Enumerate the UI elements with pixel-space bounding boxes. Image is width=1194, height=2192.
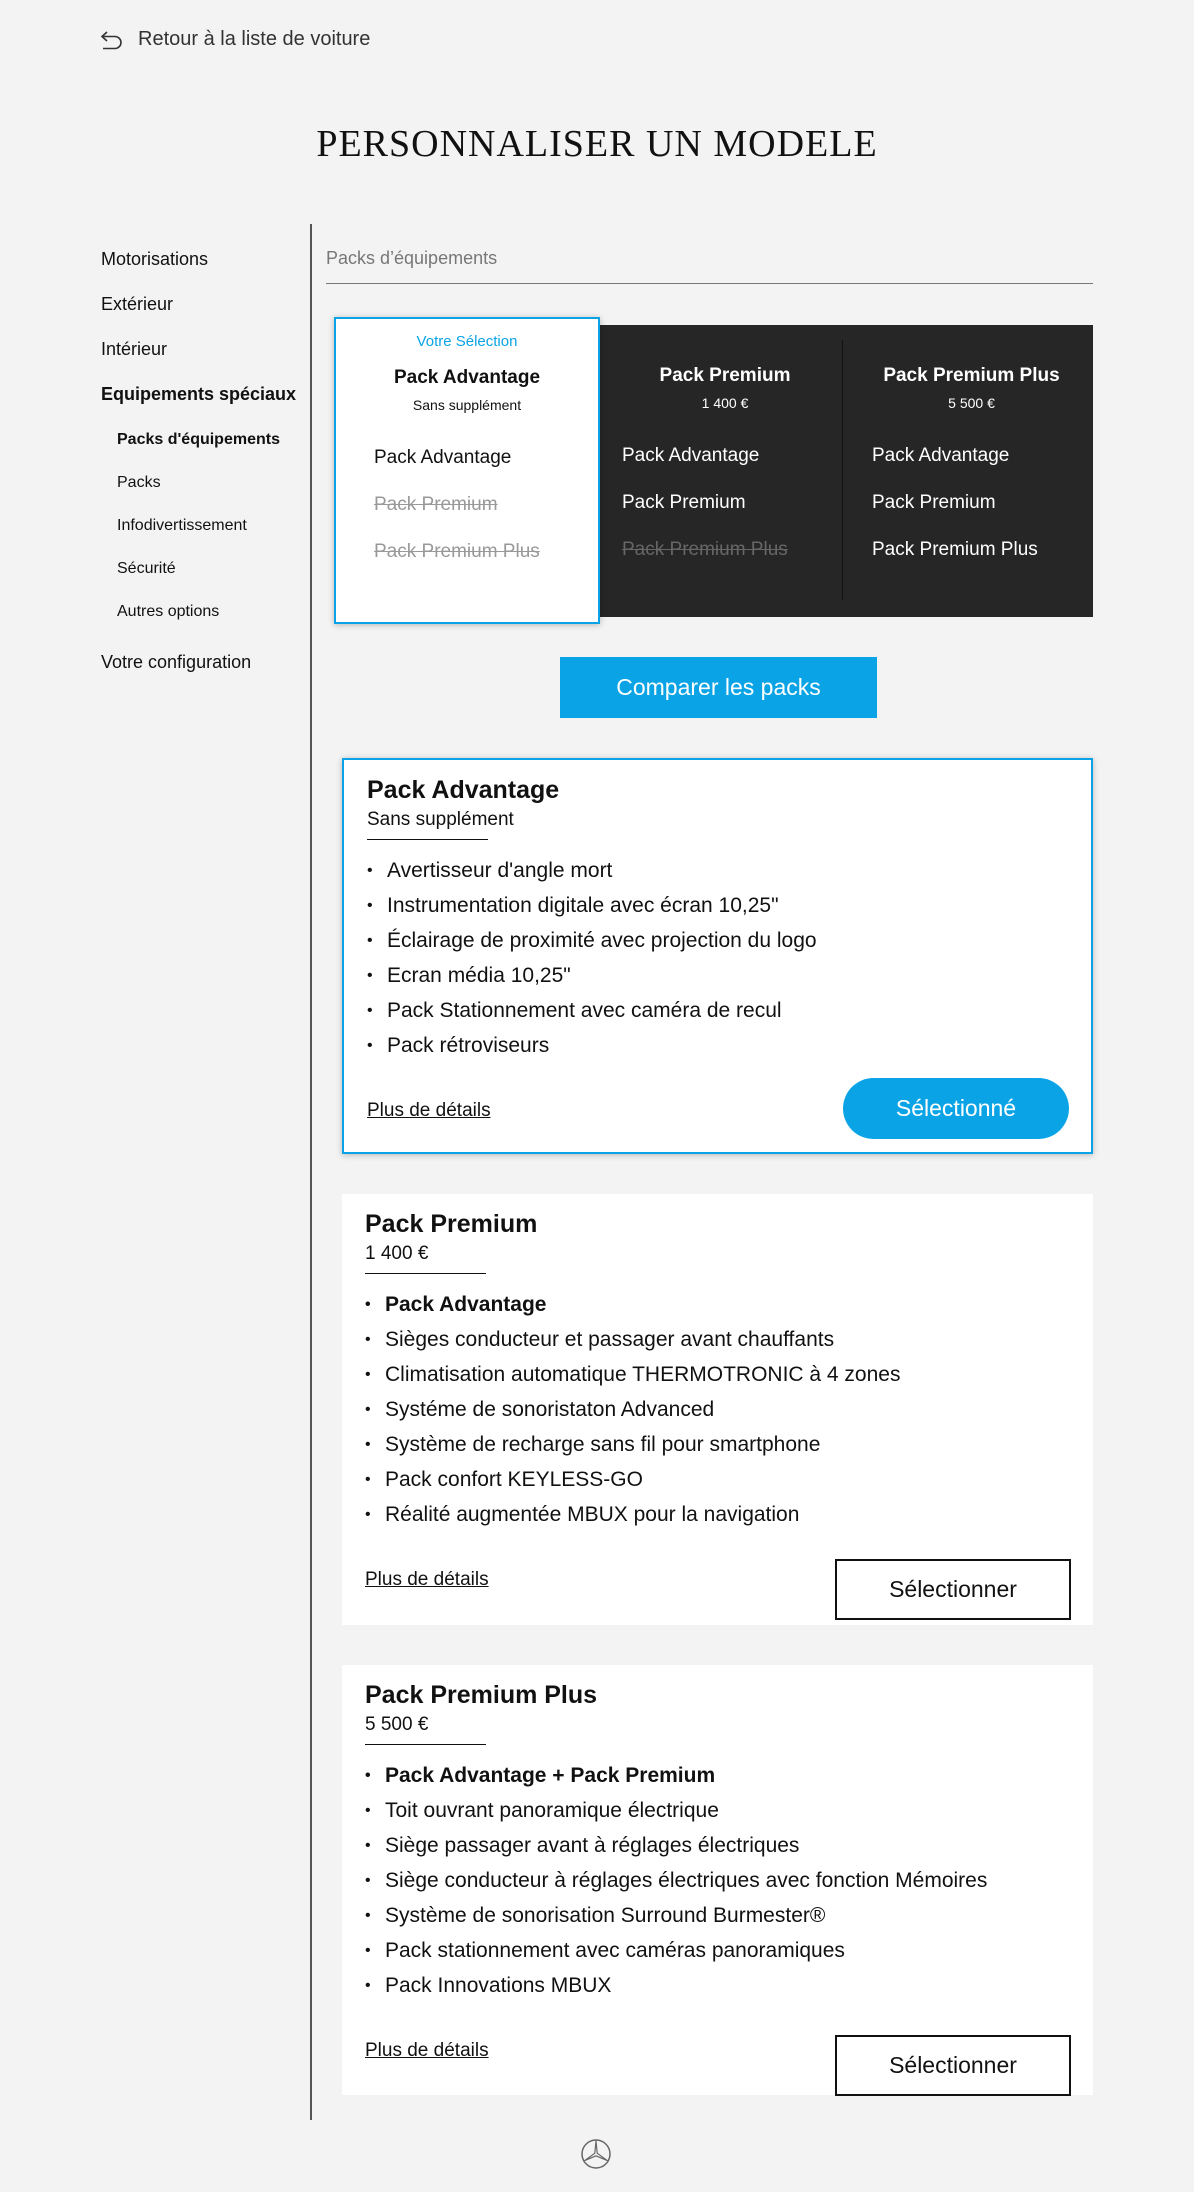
sidebar-subitem-packs-equipements[interactable]: Packs d'équipements: [117, 431, 280, 448]
column-feature: Pack Premium: [872, 492, 996, 513]
compare-packs-button[interactable]: Comparer les packs: [560, 657, 877, 718]
select-button[interactable]: Sélectionner: [835, 2035, 1071, 2096]
list-item: • Éclairage de proximité avec projection du logo: [367, 926, 817, 961]
list-item: • Réalité augmentée MBUX pour la navigation: [365, 1500, 900, 1535]
list-item: • Pack Advantage: [365, 1290, 900, 1325]
list-item: • Ecran média 10,25": [367, 961, 817, 996]
pack-feature-list: [365, 1290, 900, 1535]
column-feature: Pack Premium: [622, 492, 746, 513]
list-item: • Siège conducteur à réglages électriques avec fonction Mémoires: [365, 1866, 987, 1901]
column-divider: [842, 340, 843, 600]
list-item: • Pack rétroviseurs: [367, 1031, 817, 1066]
page-title: PERSONNALISER UN MODELE: [316, 123, 878, 165]
selected-button[interactable]: Sélectionné: [843, 1078, 1069, 1139]
comparison-column-premium-plus[interactable]: [850, 317, 1093, 624]
back-link-label: Retour à la liste de voiture: [138, 28, 371, 50]
back-to-car-list-link[interactable]: [100, 28, 370, 51]
column-pack-name: Pack Premium Plus: [883, 365, 1060, 386]
select-button[interactable]: Sélectionner: [835, 1559, 1071, 1620]
column-pack-name: Pack Advantage: [393, 367, 541, 388]
column-pack-price: 1 400 €: [701, 395, 749, 411]
list-item: • Pack Stationnement avec caméra de recul: [367, 996, 817, 1031]
selection-tag: Votre Sélection: [416, 333, 518, 350]
list-item: • Avertisseur d'angle mort: [367, 856, 817, 891]
pack-feature-list: [365, 1761, 987, 2006]
more-details-link[interactable]: Plus de détails: [367, 1100, 491, 1121]
column-pack-price: 5 500 €: [948, 395, 995, 411]
column-feature: Pack Advantage: [872, 445, 1010, 466]
sidebar-item-equipements-speciaux[interactable]: Equipements spéciaux: [101, 384, 297, 404]
list-item: • Pack Advantage + Pack Premium: [365, 1761, 987, 1796]
list-item: • Toit ouvrant panoramique électrique: [365, 1796, 987, 1831]
more-details-link[interactable]: Plus de détails: [365, 1569, 489, 1590]
pack-card-premium-plus: [342, 1665, 1093, 2095]
more-details-link[interactable]: Plus de détails: [365, 2040, 489, 2061]
column-pack-name: Pack Premium: [659, 365, 791, 386]
mercedes-star-icon: [580, 2138, 612, 2170]
list-item: • Pack confort KEYLESS-GO: [365, 1465, 900, 1500]
price-underline: [367, 839, 488, 840]
pack-card-title: Pack Premium: [365, 1210, 538, 1238]
pack-card-price: Sans supplément: [367, 809, 514, 830]
pack-card-title: Pack Premium Plus: [365, 1681, 598, 1709]
column-feature: Pack Premium Plus: [872, 539, 1038, 560]
comparison-column-advantage[interactable]: [334, 317, 600, 624]
column-feature: Pack Advantage: [622, 445, 760, 466]
pack-card-title: Pack Advantage: [367, 776, 560, 804]
column-pack-price: Sans supplément: [412, 397, 522, 413]
column-feature: Pack Premium Plus: [374, 541, 540, 562]
undo-arrow-icon: [100, 30, 124, 50]
column-feature: Pack Premium Plus: [622, 539, 788, 560]
list-item: • Pack stationnement avec caméras panoramiques: [365, 1936, 987, 1971]
sidebar-item-exterieur[interactable]: Extérieur: [101, 294, 174, 314]
price-underline: [365, 1273, 486, 1274]
sidebar-subitem-packs[interactable]: Packs: [117, 474, 161, 491]
sidebar-item-motorisations[interactable]: Motorisations: [101, 249, 209, 269]
price-underline: [365, 1744, 486, 1745]
section-label: Packs d’équipements: [326, 248, 498, 268]
pack-card-premium: [342, 1194, 1093, 1625]
pack-comparison: [334, 317, 1093, 624]
column-feature: Pack Premium: [374, 494, 498, 515]
list-item: • Pack Innovations MBUX: [365, 1971, 987, 2006]
list-item: • Siège passager avant à réglages électriques: [365, 1831, 987, 1866]
sidebar-item-interieur[interactable]: Intérieur: [101, 339, 168, 359]
sidebar-subitem-securite[interactable]: Sécurité: [117, 560, 176, 577]
comparison-column-premium[interactable]: [600, 317, 850, 624]
list-item: • Système de sonorisation Surround Burmester®: [365, 1901, 987, 1936]
list-item: • Instrumentation digitale avec écran 10,25": [367, 891, 817, 926]
pack-card-price: 5 500 €: [365, 1714, 429, 1735]
sidebar-subitem-autres-options[interactable]: Autres options: [117, 603, 220, 620]
sidebar-subitem-infodivertissement[interactable]: Infodivertissement: [117, 517, 247, 534]
list-item: • Système de recharge sans fil pour smartphone: [365, 1430, 900, 1465]
list-item: • Systéme de sonoristaton Advanced: [365, 1395, 900, 1430]
section-divider: [326, 283, 1093, 284]
pack-card-advantage: [342, 758, 1093, 1154]
sidebar-nav: [101, 240, 301, 688]
list-item: • Sièges conducteur et passager avant chauffants: [365, 1325, 900, 1360]
pack-card-price: 1 400 €: [365, 1243, 429, 1264]
column-feature: Pack Advantage: [374, 447, 512, 468]
pack-feature-list: [367, 856, 817, 1066]
sidebar-item-votre-configuration[interactable]: Votre configuration: [101, 652, 252, 672]
list-item: • Climatisation automatique THERMOTRONIC à 4 zones: [365, 1360, 900, 1395]
vertical-divider: [310, 224, 312, 2120]
